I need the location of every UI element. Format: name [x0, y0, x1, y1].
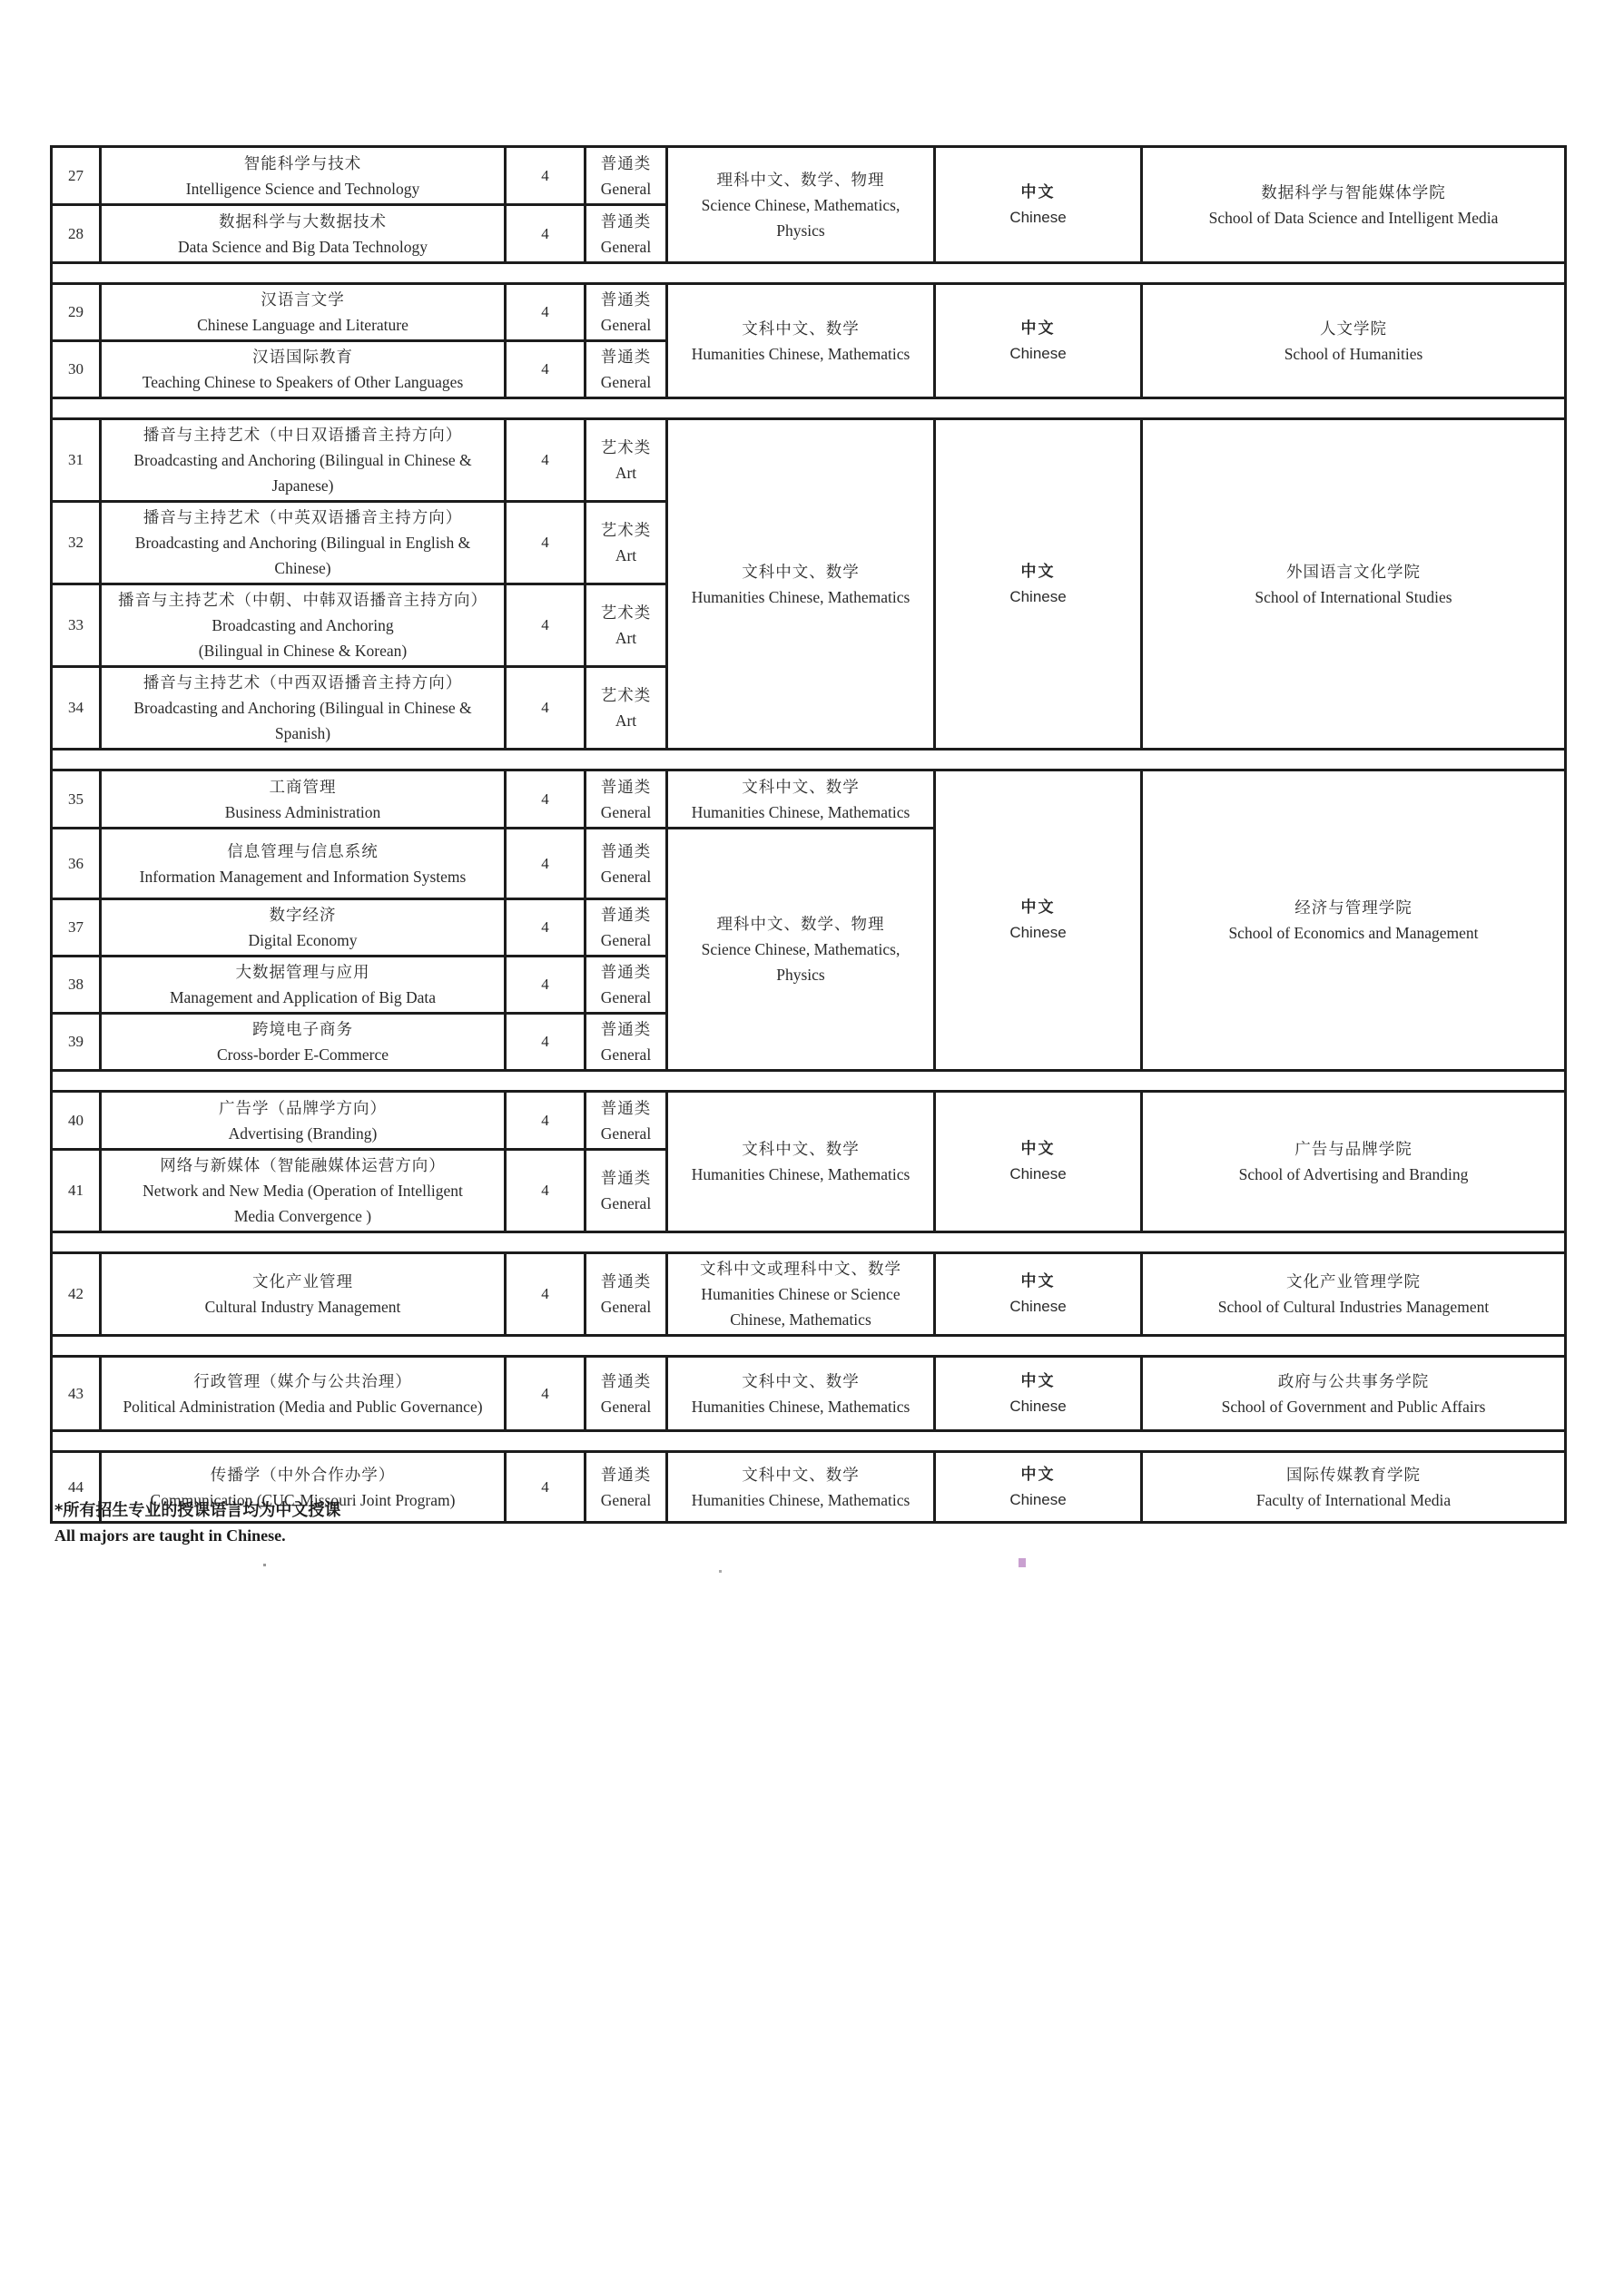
row-number: 29 — [52, 284, 101, 341]
school-cell — [1142, 770, 1566, 1071]
group-separator — [52, 1232, 1566, 1253]
table-row — [52, 1253, 1566, 1336]
teaching-language-en: Chinese — [1009, 587, 1067, 605]
major-name-cell — [101, 1253, 506, 1336]
duration-years: 4 — [506, 899, 586, 957]
category-zh: 普通类 — [600, 777, 652, 796]
major-name-en: Japanese) — [271, 476, 334, 495]
major-name-en: Broadcasting and Anchoring (Bilingual in English & — [134, 534, 471, 552]
category-en: General — [600, 179, 652, 198]
category-en: General — [600, 1397, 652, 1416]
row-number: 30 — [52, 341, 101, 398]
exam-subjects-cell — [667, 1357, 935, 1431]
teaching-language-zh: 中文 — [1020, 182, 1056, 201]
school-zh: 数据科学与智能媒体学院 — [1261, 182, 1446, 201]
major-name-zh: 传播学（中外合作办学） — [210, 1465, 396, 1484]
group-separator — [52, 1431, 1566, 1452]
category-en: General — [600, 1123, 652, 1143]
category-zh: 普通类 — [600, 1098, 652, 1117]
scan-speck — [719, 1570, 722, 1573]
major-name-en: Broadcasting and Anchoring (Bilingual in Chinese & — [133, 451, 472, 469]
major-name-zh: 汉语国际教育 — [252, 348, 353, 366]
row-number: 44 — [52, 1452, 101, 1523]
school-zh: 经济与管理学院 — [1294, 898, 1412, 917]
exam-subjects-zh: 文科中文、数学 — [742, 1465, 860, 1484]
duration-years: 4 — [506, 584, 586, 667]
duration-years: 4 — [506, 341, 586, 398]
teaching-language-en: Chinese — [1009, 924, 1067, 941]
exam-subjects-en: Chinese, Mathematics — [730, 1310, 871, 1329]
teaching-language-zh: 中文 — [1020, 562, 1056, 581]
exam-subjects-zh: 理科中文、数学、物理 — [716, 915, 885, 933]
exam-subjects-cell — [667, 147, 935, 263]
exam-subjects-en: Humanities Chinese, Mathematics — [691, 1397, 910, 1416]
major-name-cell — [101, 284, 506, 341]
major-name-cell — [101, 419, 506, 502]
category-en: General — [600, 931, 652, 949]
duration-years: 4 — [506, 1253, 586, 1336]
duration-years: 4 — [506, 829, 586, 899]
duration-years: 4 — [506, 147, 586, 205]
category-cell — [586, 341, 667, 398]
exam-subjects-cell — [667, 419, 935, 750]
row-number: 41 — [52, 1150, 101, 1232]
category-zh: 普通类 — [600, 153, 652, 172]
teaching-language-cell — [935, 1452, 1142, 1523]
major-name-zh: 播音与主持艺术（中英双语播音主持方向） — [143, 508, 463, 526]
major-name-cell — [101, 770, 506, 829]
major-name-zh: 播音与主持艺术（中日双语播音主持方向） — [143, 426, 463, 444]
school-en: School of Data Science and Intelligent Media — [1208, 208, 1499, 227]
category-cell — [586, 1150, 667, 1232]
category-zh: 艺术类 — [600, 686, 652, 704]
category-cell — [586, 502, 667, 584]
major-name-en: Digital Economy — [248, 931, 358, 949]
major-name-en: Communication (CUC-Missouri Joint Program) — [150, 1490, 456, 1509]
teaching-language-zh: 中文 — [1020, 1371, 1056, 1390]
teaching-language-zh: 中文 — [1020, 898, 1056, 917]
school-en: School of Advertising and Branding — [1238, 1165, 1469, 1183]
major-name-cell — [101, 1150, 506, 1232]
major-name-zh: 网络与新媒体（智能融媒体运营方向） — [160, 1156, 446, 1174]
exam-subjects-cell — [667, 770, 935, 829]
footnote-zh: *所有招生专业的授课语言均为中文授课 — [54, 1501, 341, 1520]
school-en: School of Cultural Industries Management — [1217, 1298, 1490, 1316]
category-cell — [586, 147, 667, 205]
major-name-en: Broadcasting and Anchoring (Bilingual in Chinese & — [133, 699, 472, 717]
row-number: 32 — [52, 502, 101, 584]
major-name-zh: 文化产业管理 — [252, 1272, 353, 1290]
table-row — [52, 1357, 1566, 1431]
table-row — [52, 147, 1566, 205]
category-en: General — [600, 802, 652, 821]
exam-subjects-zh: 文科中文、数学 — [742, 562, 860, 581]
major-name-zh: 智能科学与技术 — [243, 153, 362, 172]
duration-years: 4 — [506, 502, 586, 584]
school-zh: 国际传媒教育学院 — [1286, 1465, 1421, 1484]
category-en: General — [600, 1298, 652, 1316]
category-cell — [586, 829, 667, 899]
duration-years: 4 — [506, 1452, 586, 1523]
category-zh: 普通类 — [600, 1272, 652, 1290]
major-name-en: Data Science and Big Data Technology — [178, 237, 428, 256]
row-number: 39 — [52, 1014, 101, 1071]
category-en: General — [600, 1194, 652, 1212]
category-zh: 艺术类 — [600, 438, 652, 456]
major-name-en: Teaching Chinese to Speakers of Other Languages — [142, 373, 464, 391]
major-name-en: Advertising (Branding) — [228, 1123, 378, 1143]
row-number: 34 — [52, 667, 101, 750]
scan-speck — [263, 1564, 266, 1566]
teaching-language-en: Chinese — [1009, 344, 1067, 362]
footnote-en: All majors are taught in Chinese. — [54, 1526, 286, 1545]
duration-years: 4 — [506, 770, 586, 829]
major-name-zh: 播音与主持艺术（中朝、中韩双语播音主持方向） — [118, 591, 487, 609]
teaching-language-cell — [935, 1357, 1142, 1431]
school-en: School of International Studies — [1255, 587, 1452, 606]
major-name-cell — [101, 341, 506, 398]
exam-subjects-en: Humanities Chinese, Mathematics — [691, 1490, 910, 1509]
exam-subjects-cell — [667, 1452, 935, 1523]
major-name-zh: 广告学（品牌学方向） — [219, 1098, 387, 1117]
major-name-zh: 跨境电子商务 — [252, 1020, 353, 1038]
major-name-zh: 数字经济 — [269, 906, 337, 924]
exam-subjects-cell — [667, 1092, 935, 1232]
teaching-language-cell — [935, 419, 1142, 750]
exam-subjects-en: Humanities Chinese, Mathematics — [691, 1165, 910, 1183]
teaching-language-cell — [935, 147, 1142, 263]
category-zh: 普通类 — [600, 1371, 652, 1390]
category-cell — [586, 584, 667, 667]
exam-subjects-cell — [667, 284, 935, 398]
table-row — [52, 284, 1566, 341]
major-name-en: (Bilingual in Chinese & Korean) — [198, 642, 408, 660]
category-en: General — [600, 1490, 652, 1509]
school-cell — [1142, 284, 1566, 398]
duration-years: 4 — [506, 1150, 586, 1232]
duration-years: 4 — [506, 1014, 586, 1071]
exam-subjects-en: Science Chinese, Mathematics, — [701, 195, 901, 214]
category-en: General — [600, 867, 652, 886]
category-zh: 普通类 — [600, 211, 652, 231]
majors-table — [50, 145, 1567, 1524]
category-en: Art — [615, 629, 637, 647]
teaching-language-en: Chinese — [1009, 208, 1067, 226]
major-name-cell — [101, 584, 506, 667]
major-name-cell — [101, 1014, 506, 1071]
school-zh: 政府与公共事务学院 — [1277, 1371, 1430, 1390]
category-zh: 艺术类 — [600, 521, 652, 539]
major-name-zh: 播音与主持艺术（中西双语播音主持方向） — [143, 673, 463, 692]
teaching-language-zh: 中文 — [1020, 319, 1056, 338]
major-name-cell — [101, 1357, 506, 1431]
row-number: 33 — [52, 584, 101, 667]
duration-years: 4 — [506, 957, 586, 1014]
school-cell — [1142, 1092, 1566, 1232]
category-cell — [586, 205, 667, 263]
table-row — [52, 419, 1566, 502]
major-name-zh: 数据科学与大数据技术 — [219, 211, 387, 231]
major-name-zh: 汉语言文学 — [261, 290, 345, 309]
category-zh: 普通类 — [600, 348, 652, 366]
teaching-language-cell — [935, 1092, 1142, 1232]
major-name-cell — [101, 502, 506, 584]
exam-subjects-en: Humanities Chinese, Mathematics — [691, 587, 910, 606]
exam-subjects-zh: 理科中文、数学、物理 — [716, 170, 885, 189]
major-name-cell — [101, 957, 506, 1014]
category-cell — [586, 770, 667, 829]
school-zh: 外国语言文化学院 — [1286, 562, 1421, 581]
category-cell — [586, 1253, 667, 1336]
major-name-en: Chinese) — [274, 559, 331, 577]
teaching-language-en: Chinese — [1009, 1298, 1067, 1315]
category-cell — [586, 284, 667, 341]
exam-subjects-en: Humanities Chinese, Mathematics — [691, 344, 910, 363]
row-number: 36 — [52, 829, 101, 899]
category-en: Art — [615, 464, 637, 482]
major-name-en: Political Administration (Media and Public Governance) — [123, 1397, 483, 1416]
group-separator — [52, 1336, 1566, 1357]
exam-subjects-zh: 文科中文、数学 — [742, 319, 860, 338]
table-row — [52, 1092, 1566, 1150]
teaching-language-cell — [935, 284, 1142, 398]
group-separator — [52, 750, 1566, 770]
category-en: Art — [615, 711, 637, 730]
major-name-cell — [101, 205, 506, 263]
major-name-zh: 行政管理（媒介与公共治理） — [193, 1371, 412, 1390]
exam-subjects-cell — [667, 1253, 935, 1336]
duration-years: 4 — [506, 1092, 586, 1150]
major-name-cell — [101, 147, 506, 205]
row-number: 42 — [52, 1253, 101, 1336]
scan-speck — [1019, 1558, 1026, 1567]
school-cell — [1142, 419, 1566, 750]
school-en: School of Government and Public Affairs — [1221, 1397, 1486, 1416]
exam-subjects-cell — [667, 829, 935, 1071]
major-name-cell — [101, 667, 506, 750]
school-en: School of Economics and Management — [1228, 924, 1479, 942]
row-number: 37 — [52, 899, 101, 957]
major-name-en: Business Administration — [224, 802, 381, 821]
category-en: General — [600, 237, 652, 256]
school-cell — [1142, 1452, 1566, 1523]
teaching-language-en: Chinese — [1009, 1397, 1067, 1415]
category-cell — [586, 1014, 667, 1071]
exam-subjects-zh: 文科中文或理科中文、数学 — [700, 1260, 901, 1278]
category-en: Art — [615, 546, 637, 564]
major-name-cell — [101, 899, 506, 957]
major-name-en: Broadcasting and Anchoring — [212, 616, 394, 634]
major-name-en: Spanish) — [274, 724, 331, 742]
category-zh: 普通类 — [600, 1020, 652, 1038]
row-number: 40 — [52, 1092, 101, 1150]
duration-years: 4 — [506, 205, 586, 263]
category-en: General — [600, 373, 652, 391]
category-cell — [586, 899, 667, 957]
group-separator — [52, 1071, 1566, 1092]
row-number: 43 — [52, 1357, 101, 1431]
category-zh: 普通类 — [600, 1169, 652, 1187]
category-zh: 普通类 — [600, 906, 652, 924]
duration-years: 4 — [506, 284, 586, 341]
major-name-en: Cross-border E-Commerce — [216, 1045, 389, 1064]
major-name-cell — [101, 829, 506, 899]
major-name-en: Cultural Industry Management — [204, 1298, 401, 1316]
exam-subjects-zh: 文科中文、数学 — [742, 1140, 860, 1158]
school-en: Faculty of International Media — [1255, 1490, 1452, 1509]
category-zh: 普通类 — [600, 963, 652, 981]
row-number: 38 — [52, 957, 101, 1014]
category-zh: 普通类 — [600, 1465, 652, 1484]
row-number: 35 — [52, 770, 101, 829]
major-name-zh: 大数据管理与应用 — [235, 963, 370, 981]
major-name-zh: 工商管理 — [269, 777, 337, 796]
teaching-language-en: Chinese — [1009, 1165, 1067, 1182]
school-cell — [1142, 1357, 1566, 1431]
category-cell — [586, 1357, 667, 1431]
row-number: 28 — [52, 205, 101, 263]
group-separator — [52, 398, 1566, 419]
exam-subjects-en: Physics — [776, 221, 825, 240]
duration-years: 4 — [506, 667, 586, 750]
major-name-en: Chinese Language and Literature — [197, 316, 408, 334]
category-en: General — [600, 316, 652, 334]
teaching-language-zh: 中文 — [1020, 1140, 1056, 1158]
major-name-en: Information Management and Information Systems — [139, 867, 467, 886]
school-zh: 人文学院 — [1320, 319, 1387, 338]
exam-subjects-en: Physics — [776, 966, 825, 984]
group-separator — [52, 263, 1566, 284]
exam-subjects-en: Science Chinese, Mathematics, — [701, 940, 901, 958]
duration-years: 4 — [506, 419, 586, 502]
exam-subjects-en: Humanities Chinese or Science — [701, 1285, 901, 1303]
school-zh: 文化产业管理学院 — [1286, 1272, 1421, 1290]
category-cell — [586, 957, 667, 1014]
teaching-language-cell — [935, 770, 1142, 1071]
category-en: General — [600, 1045, 652, 1064]
major-name-zh: 信息管理与信息系统 — [227, 841, 379, 860]
exam-subjects-zh: 文科中文、数学 — [742, 777, 860, 796]
category-zh: 艺术类 — [600, 603, 652, 622]
category-cell — [586, 1092, 667, 1150]
exam-subjects-zh: 文科中文、数学 — [742, 1371, 860, 1390]
row-number: 27 — [52, 147, 101, 205]
category-cell — [586, 419, 667, 502]
school-cell — [1142, 147, 1566, 263]
major-name-en: Network and New Media (Operation of Intelligent — [143, 1182, 463, 1200]
category-zh: 普通类 — [600, 841, 652, 860]
category-zh: 普通类 — [600, 290, 652, 309]
major-name-en: Media Convergence ) — [233, 1207, 372, 1225]
duration-years: 4 — [506, 1357, 586, 1431]
row-number: 31 — [52, 419, 101, 502]
exam-subjects-en: Humanities Chinese, Mathematics — [691, 802, 910, 821]
table-row — [52, 770, 1566, 829]
teaching-language-en: Chinese — [1009, 1490, 1067, 1508]
school-cell — [1142, 1253, 1566, 1336]
category-cell — [586, 1452, 667, 1523]
major-name-en: Management and Application of Big Data — [169, 988, 437, 1006]
teaching-language-zh: 中文 — [1020, 1272, 1056, 1290]
school-zh: 广告与品牌学院 — [1294, 1140, 1412, 1158]
major-name-cell — [101, 1092, 506, 1150]
category-cell — [586, 667, 667, 750]
category-en: General — [600, 988, 652, 1006]
teaching-language-cell — [935, 1253, 1142, 1336]
teaching-language-zh: 中文 — [1020, 1465, 1056, 1484]
school-en: School of Humanities — [1284, 344, 1423, 363]
major-name-en: Intelligence Science and Technology — [185, 179, 420, 198]
